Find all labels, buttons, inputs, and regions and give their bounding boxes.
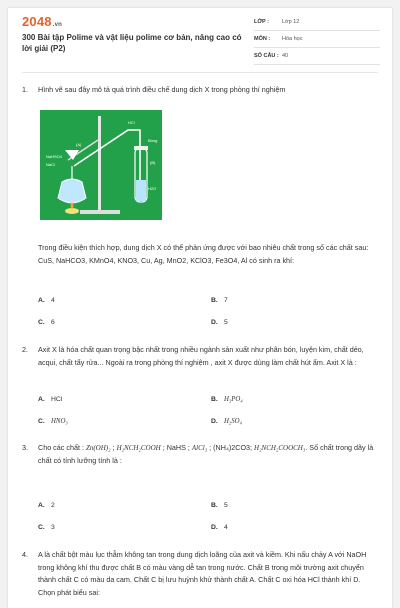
option-c[interactable] — [38, 418, 68, 425]
option-value: 2 — [51, 502, 55, 509]
apparatus-drawing — [40, 110, 162, 220]
q3-text-2: ; (NH₄)2CO3; — [209, 443, 253, 452]
label-nahso4: NaHSO4 — [46, 154, 63, 159]
q3-text-3: . Số chất trong dãy là chất có tính lưỡng tính là : — [38, 443, 374, 465]
label-hcl: HCl — [128, 120, 135, 125]
question-text: Cho các chất : Zn(OH)₂ ; H₂NCH₂COOH ; NaHS ; AlCl₃ ; (NH₄)2CO3; H₂NCH₂COOCH₃. Số chất trong dãy là chất có tính lưỡng tính là : — [38, 443, 374, 465]
q3-prefix: Cho các chất : — [38, 443, 84, 452]
document-title: 300 Bài tập Polime và vật liệu polime cơ bản, nâng cao có lời giải (P2) — [22, 33, 242, 53]
label-b: (B) — [150, 160, 156, 165]
option-letter: A. — [38, 502, 45, 509]
option-value: HNO₃ — [51, 418, 68, 425]
header-divider — [22, 72, 378, 73]
formula-ester: H₂NCH₂COOCH₃ — [254, 444, 306, 452]
option-letter: B. — [211, 396, 218, 403]
label-h2o: H2O — [148, 186, 157, 191]
q3-text-1: ; NaHS ; — [162, 443, 190, 452]
option-value: 7 — [224, 297, 228, 304]
option-c[interactable] — [38, 319, 55, 326]
worksheet-page — [8, 8, 392, 608]
question-text: Trong điều kiện thích hợp, dung dịch X có thể phản ứng được với bao nhiêu chất trong số các chất sau: CuS, NaHCO3, KMnO4, KNO3, Cu, Ag, MnO2, KClO3, Fe3O4, Al có sinh ra khí: — [38, 243, 369, 265]
option-letter: B. — [211, 502, 218, 509]
option-a[interactable] — [38, 297, 55, 304]
meta-value: 40 — [282, 53, 289, 59]
question-number: 1. — [22, 85, 28, 94]
question-4 — [22, 549, 378, 599]
lab-apparatus-figure — [40, 110, 162, 220]
option-a[interactable] — [38, 502, 55, 509]
meta-label: SỐ CÂU : — [254, 53, 279, 59]
option-value: 5 — [224, 319, 228, 326]
question-text: A là chất bột màu lục thẫm không tan trong dung dịch loãng của axit và kiềm. Khi nấu chảy A với NaOH trong không khí thu được chất B có màu vàng dễ tan trong nước. Chất B trong môi trường axit chuyển thành chất C có màu da cam. Chất C bị lưu huỳnh khử thành chất A. Chất C oxi hóa HCl thành khí D. Chọn phát biểu sai: — [38, 550, 367, 597]
question-1 — [22, 84, 378, 97]
option-value: 4 — [51, 297, 55, 304]
option-value: HCl — [51, 396, 63, 403]
site-logo[interactable]: 2048.vn — [22, 14, 63, 29]
option-letter: C. — [38, 319, 45, 326]
meta-label: MÔN : — [254, 36, 271, 42]
option-letter: A. — [38, 297, 45, 304]
question-text: Axit X là hóa chất quan trọng bậc nhất trong nhiều ngành sản xuất như phân bón, luyện kim, chất dẻo, acqui, chất tẩy rửa... Ngoài ra trong phòng thí nghiệm , axit X được dùng làm chất hút ẩm. Axit X là : — [38, 345, 364, 367]
question-number: 3. — [22, 443, 28, 452]
formula-alcl3: AlCl₃ — [191, 444, 208, 452]
option-value: 4 — [224, 524, 228, 531]
meta-value: Lớp 12 — [282, 19, 300, 25]
option-value: 3 — [51, 524, 55, 531]
option-letter: D. — [211, 319, 218, 326]
option-c[interactable] — [38, 524, 55, 531]
meta-row-class — [254, 14, 380, 31]
label-nacl: NaCl — [46, 162, 55, 167]
stand-base — [80, 210, 120, 214]
option-letter: D. — [211, 524, 218, 531]
question-number: 2. — [22, 345, 28, 354]
option-value: 6 — [51, 319, 55, 326]
option-letter: D. — [211, 418, 218, 425]
label-a: (A) — [76, 142, 82, 147]
option-letter: B. — [211, 297, 218, 304]
option-value: H₃PO₄ — [224, 396, 243, 403]
stand-rod — [98, 116, 101, 214]
funnel — [65, 150, 79, 160]
meta-box — [254, 14, 380, 65]
formula-zn-oh2: Zn(OH)₂ — [85, 444, 111, 452]
option-value: 5 — [224, 502, 228, 509]
label-bong: Bông — [148, 138, 158, 143]
option-letter: C. — [38, 418, 45, 425]
option-d[interactable] — [211, 524, 228, 531]
delivery-tube — [74, 130, 140, 188]
question-2 — [22, 344, 378, 369]
cotton-plug — [134, 146, 148, 150]
flask-body — [58, 179, 86, 203]
option-a[interactable] — [38, 396, 62, 403]
receiver-liquid — [136, 180, 146, 201]
meta-label: LỚP : — [254, 19, 269, 25]
option-letter: C. — [38, 524, 45, 531]
option-b[interactable] — [211, 502, 228, 509]
question-1-continued — [22, 242, 378, 267]
option-value: H₂SO₄ — [224, 418, 242, 425]
meta-row-count — [254, 48, 380, 65]
question-number: 4. — [22, 550, 28, 559]
meta-value: Hóa học — [282, 36, 303, 42]
meta-row-subject — [254, 31, 380, 48]
option-d[interactable] — [211, 319, 228, 326]
page-header — [8, 8, 392, 66]
option-b[interactable] — [211, 396, 243, 403]
formula-glycine: H₂NCH₂COOH — [116, 444, 161, 452]
option-b[interactable] — [211, 297, 228, 304]
option-d[interactable] — [211, 418, 242, 425]
question-text: Hình vẽ sau đây mô tả quá trình điều chế dung dịch X trong phòng thí nghiệm — [38, 85, 286, 94]
option-letter: A. — [38, 396, 45, 403]
question-3 — [22, 442, 378, 467]
